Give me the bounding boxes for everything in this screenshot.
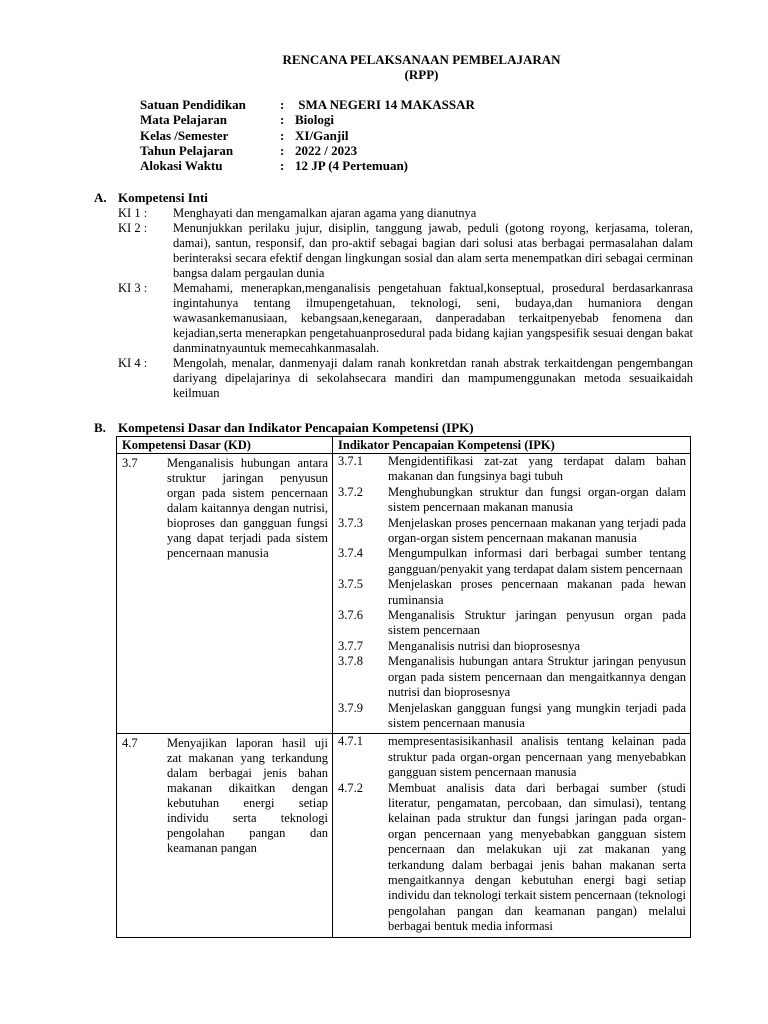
ipk-item [338, 639, 686, 654]
section-letter: A. [94, 190, 107, 205]
kd-cell [117, 454, 333, 734]
kd-ipk-table [116, 436, 691, 938]
ipk-text: Menjelaskan proses pencernaan makanan yang terjadi pada organ-organ sistem pencernaan makanan manusia [388, 515, 686, 546]
identity-colon: : [280, 97, 285, 112]
table-header-row [117, 437, 691, 454]
identity-row [140, 143, 475, 158]
ki-text: Menghayati dan mengamalkan ajaran agama yang dianutnya [173, 206, 477, 220]
ipk-code: 3.7.3 [338, 515, 363, 530]
ki-text: Menunjukkan perilaku jujur, disiplin, tanggung jawab, peduli (gotong royong, kerjasama, toleran, damai), santun, responsif, dan pro-aktif sebagai bagian dari solusi atas berbagai permasalahan dalam berinteraksi secara efektif dengan lingkungan sosial dan alam serta menempatkan diri sebagai cerminan bangsa dalam pergaulan dunia [173, 221, 693, 280]
document-subtitle: (RPP) [404, 67, 439, 82]
ipk-code: 3.7.2 [338, 484, 363, 499]
ipk-text: Menghubungkan struktur dan fungsi organ-organ dalam sistem pencernaan makanan manusia [388, 484, 686, 515]
ipk-item [338, 734, 686, 780]
kd-text: Menyajikan laporan hasil uji zat makanan yang terkandung dalam berbagai jenis bahan makanan dikaitkan dengan kebutuhan energi setiap individu serta teknologi pengolahan pangan dan keamanan pangan [167, 736, 328, 856]
kd-number: 3.7 [122, 456, 138, 470]
ki-code: KI 3 : [118, 281, 148, 295]
identity-label: Tahun Pelajaran [140, 142, 234, 158]
identity-row [140, 128, 475, 143]
identity-colon: : [280, 112, 285, 128]
ipk-text: Menjelaskan gangguan fungsi yang mungkin terjadi pada sistem pencernaan manusia [388, 700, 686, 730]
document-title: RENCANA PELAKSANAAN PEMBELAJARAN [282, 52, 561, 67]
ipk-item [338, 577, 686, 608]
ipk-item [338, 608, 686, 639]
ki-code: KI 2 : [118, 221, 148, 235]
column-header-ipk: Indikator Pencapaian Kompetensi (IPK) [333, 437, 691, 454]
kd-cell [117, 734, 333, 937]
identity-value: 12 JP (4 Pertemuan) [295, 158, 409, 174]
section-letter: B. [94, 420, 106, 435]
ki-item [118, 206, 693, 221]
identity-label: Alokasi Waktu [140, 158, 223, 174]
ipk-text: Menganalisis Struktur jaringan penyusun organ pada sistem pencernaan [388, 608, 686, 638]
ipk-text: Mengidentifikasi zat-zat yang terdapat dalam bahan makanan dan fungsinya bagi tubuh [388, 454, 686, 484]
ipk-item [338, 546, 686, 577]
section-title: Kompetensi Dasar dan Indikator Pencapaian Kompetensi (IPK) [118, 420, 474, 435]
ipk-code: 3.7.1 [338, 454, 363, 468]
identity-label: Mata Pelajaran [140, 112, 228, 128]
ki-list [118, 206, 693, 401]
identity-row [140, 112, 475, 127]
section-a-heading [94, 190, 208, 205]
ki-item [118, 356, 693, 401]
column-header-kd: Kompetensi Dasar (KD) [117, 437, 333, 454]
table-row [117, 734, 691, 937]
ipk-item [338, 454, 686, 485]
ipk-cell [333, 734, 691, 937]
ki-item [118, 281, 693, 356]
table-row [117, 454, 691, 734]
ipk-code: 4.7.1 [338, 734, 363, 749]
ipk-item [338, 654, 686, 700]
ipk-text: mempresentasisikanhasil analisis tentang kelainan pada struktur pada organ-organ pencernaan yang menyebabkan gangguan sistem pencernaan manusia [388, 734, 686, 780]
ki-code: KI 1 : [118, 206, 148, 220]
ipk-code: 3.7.7 [338, 638, 363, 653]
ipk-text: Menjelaskan proses pencernaan makanan pada hewan ruminansia [388, 577, 686, 607]
identity-value: 2022 / 2023 [295, 142, 358, 158]
identity-row [140, 158, 475, 173]
ipk-item [338, 701, 686, 732]
ipk-code: 4.7.2 [338, 780, 363, 795]
ipk-text: Membuat analisis data dari berbagai sumber (studi literatur, pengamatan, percobaan, dan simulasi), tentang kelainan pada struktur dan fungsi jaringan pada organ-organ pencernaan yang menyebabkan gangguan sistem pencernaan dan melakukan uji zat makanan yang terkandung dalam berbagai jenis bahan makanan serta mengaitkannya dengan kebutuhan energi bagi setiap individu dan teknologi terkait sistem pencernaan (teknologi pengolahan pangan dan keamanan pangan) melalui berbagai bentuk media informasi [388, 780, 686, 934]
identity-value: XI/Ganjil [295, 127, 349, 143]
ipk-item [338, 485, 686, 516]
ipk-text: Mengumpulkan informasi dari berbagai sumber tentang gangguan/penyakit yang terdapat dalam sistem pencernaan [388, 546, 686, 576]
identity-colon: : [280, 127, 285, 143]
identity-label: Satuan Pendidikan [140, 97, 246, 112]
identity-colon: : [280, 158, 285, 174]
ipk-text: Menganalisis hubungan antara Struktur jaringan penyusun organ pada sistem pencernaan dan mengaitkannya dengan nutrisi dan bioprosesnya [388, 654, 686, 700]
ipk-code: 3.7.4 [338, 546, 363, 561]
identity-value: SMA NEGERI 14 MAKASSAR [295, 97, 475, 112]
ipk-cell [333, 454, 691, 734]
identity-row [140, 97, 475, 112]
ki-text: Mengolah, menalar, danmenyaji dalam ranah konkretdan ranah abstrak terkaitdengan pengembangan dariyang dipelajarinya di sekolahsecara mandiri dan mampumenggunakan metoda sesuaikaidah keilmuan [173, 356, 693, 400]
ipk-item [338, 781, 686, 935]
kd-number: 4.7 [122, 736, 138, 751]
ipk-code: 3.7.9 [338, 700, 363, 715]
identity-colon: : [280, 142, 285, 158]
section-title: Kompetensi Inti [118, 190, 208, 205]
ki-code: KI 4 : [118, 356, 148, 370]
identity-label: Kelas /Semester [140, 127, 229, 143]
ipk-item [338, 516, 686, 547]
kd-text: Menganalisis hubungan antara struktur jaringan penyusun organ pada sistem pencernaan dalam kaitannya dengan nutrisi, bioproses dan gangguan fungsi yang dapat terjadi pada sistem pencernaan manusia [167, 456, 328, 560]
ipk-code: 3.7.8 [338, 654, 363, 669]
section-b-heading [94, 420, 474, 435]
ipk-code: 3.7.6 [338, 608, 363, 623]
ipk-code: 3.7.5 [338, 577, 363, 592]
ipk-text: Menganalisis nutrisi dan bioprosesnya [388, 638, 580, 653]
identity-value: Biologi [295, 112, 335, 128]
ki-item [118, 221, 693, 281]
identity-block [140, 97, 475, 173]
ki-text: Memahami, menerapkan,menganalisis pengetahuan faktual,konseptual, prosedural berdasarkanrasa ingintahunya tentang ilmupengetahuan, teknologi, seni, budaya,dan humaniora dengan wawasankemanusiaan, kebangsaan,kenegaraan, danperadaban terkaitpenyebab fenomena dan kejadian,serta menerapkan pengetahuanprosedural pada bidang kajian yangspesifik sesuai dengan bakat danminatnyauntuk memecahkanmasalah. [173, 281, 693, 355]
